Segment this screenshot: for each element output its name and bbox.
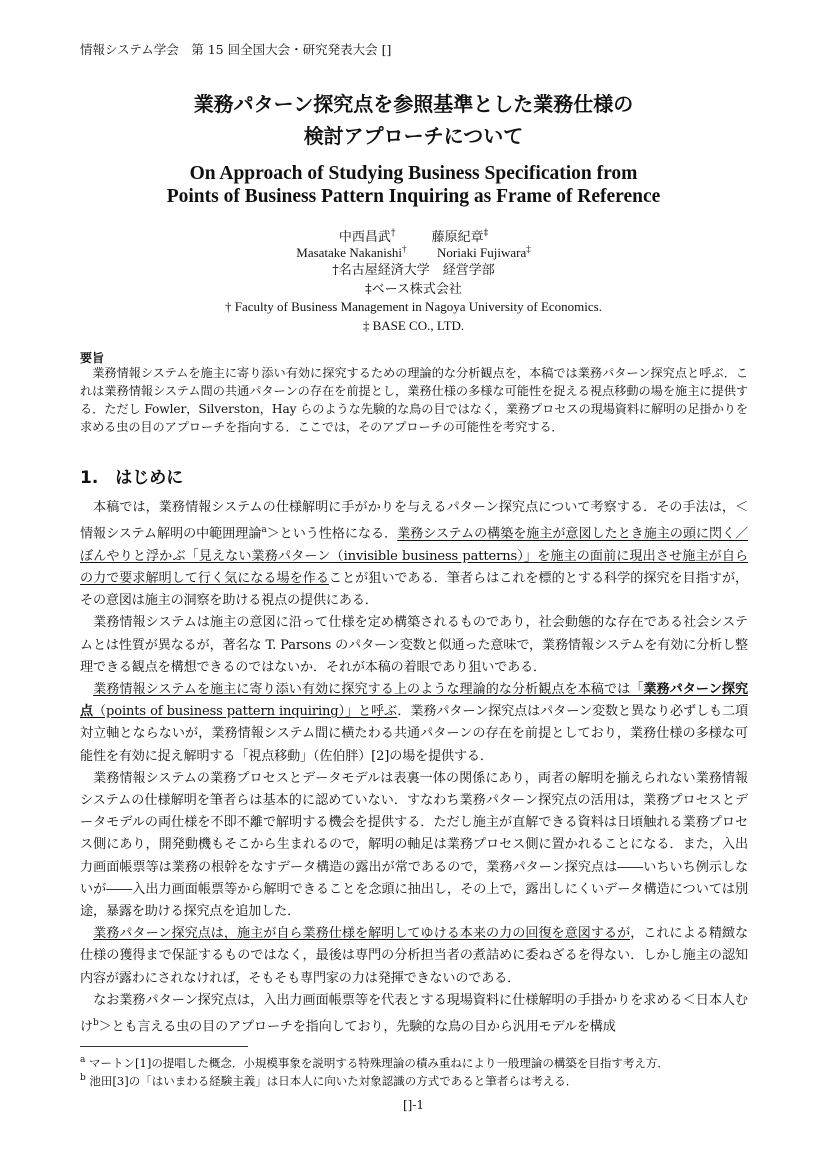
affiliation2-en: ‡ BASE CO., LTD. (362, 318, 465, 333)
affiliation1-ja: †名古屋経済大学 経営学部 (332, 263, 495, 278)
affiliation2-ja: ‡ベース株式会社 (365, 282, 462, 297)
affiliation1-en: † Faculty of Business Management in Nagoya University of Economics. (225, 299, 602, 314)
title-en-line1: On Approach of Studying Business Specification from (189, 163, 638, 184)
section-body (80, 497, 748, 1039)
paragraph: 業務情報システムは施主の意図に沿って仕様を定め構築されるものであり，社会動態的な存在である社会システムとは性質が異なるが，著名な T. Parsons のパターン変数と似通った意味で，業務情報システムを有効に分析し整理できる観点を構想できるのではないか．それが本稿の着眼であり狙いである． (80, 615, 748, 675)
authors-ja (0, 226, 827, 245)
title-en-line2: Points of Business Pattern Inquiring as Frame of Reference (166, 186, 661, 207)
title-ja-line2: 検討アプローチについて (303, 124, 524, 148)
abstract-text: 業務情報システムを施主に寄り添い有効に探究するための理論的な分析観点を，本稿では業務パターン探究点と呼ぶ．これは業務情報システム間の共通パターンの存在を前提とし，業務仕様の多様な可能性を捉える視点移動の場を施主に提供する．ただし Fowler，Silverston，Hay らのような先験的な鳥の目ではなく，業務プロセスの現場資料に解明の足掛かりを求める虫の目のアプローチを指向する．ここでは，そのアプローチの可能性を考究する． (80, 366, 748, 434)
section-heading: 1. はじめに (80, 468, 184, 488)
author1-en: Masatake Nakanishi† (296, 244, 407, 261)
footnote-divider (80, 1046, 248, 1047)
paragraph: 業務情報システムの業務プロセスとデータモデルは表裏一体の関係にあり，両者の解明を揃えられない業務情報システムの仕様解明を筆者らは基本的に認めていない．すなわち業務パターン探究点の活用は，業務プロセスとデータモデルの両仕様を不即不離で解明する機会を提供する．ただし施主が直解できる資料は日頃触れる業務プロセス側にあり，開発動機もそこから生まれるので，解明の軸足は業務プロセス側に置かれることになる．また，入出力画面帳票等は業務の根幹をなすデータ構造の露出が常であるので，業務パターン探究点は――いちいち例示しないが――入出力画面帳票等から解明できることを念頭に抽出し，その上で，露出しにくいデータ構造については別途，暴露を助ける探究点を追加した． (80, 770, 748, 920)
paragraph: なお業務パターン探究点は，入出力画面帳票等を代表とする現場資料に仕様解明の手掛かりを求める＜日本人むけ$^b$＞とも言える虫の目のアプローチを指向しており，先験的な鳥の目から汎用モデルを構成 (80, 992, 748, 1035)
abstract-heading: 要旨 (80, 351, 105, 365)
running-header: 情報システム学会 第 15 回全国大会・研究発表大会 [] (80, 42, 392, 57)
author2-en: Noriaki Fujiwara‡ (437, 244, 531, 261)
page-number: []-1 (402, 1098, 425, 1112)
footnote-b: $^b$ 池田[3]の「はいまわる経験主義」は日本人に向いた対象認識の方式であると筆者らは考える． (80, 1073, 578, 1088)
paragraph: 本稿では，業務情報システムの仕様解明に手がかりを与えるパターン探究点について考察する．その手法は，＜情報システム解明の中範囲理論$^a$＞という性格になる．業務システムの構築を施主が意図したとき施主の頭に閃く／ぼんやりと浮かぶ「見えない業務パターン（invisible business patterns）」を施主の面前に現出させ施主が自らの力で要求解明して行く気になる場を作ることが狙いである．筆者らはこれを標的とする科学的探究を目指すが，その意図は施主の洞察を助ける視点の提供にある． (80, 500, 749, 609)
paragraph: 業務情報システムを施主に寄り添い有効に探究する上のような理論的な分析観点を本稿では「業務パターン探究点（points of business pattern inquiring）」と呼ぶ．業務パターン探究点はパターン変数と異なり必ずしも二項対立軸とならないが，業務情報システム間に横たわる共通パターンの存在を前提としており，業務仕様の多様な可能性を有効に捉え解明する「視点移動」（佐伯胖）[2]の場を提供する． (80, 681, 748, 764)
footnote-a: $^a$ マートン[1]の提唱した概念．小規模事象を説明する特殊理論の積み重ねにより一般理論の構築を目指す考え方． (80, 1055, 669, 1070)
title-ja-line1: 業務パターン探究点を参照基準とした業務仕様の (193, 92, 634, 116)
author1-ja: 中西昌武† (338, 228, 396, 245)
key-term: 業務パターン探究点 (80, 681, 748, 720)
paragraph: 業務パターン探究点は，施主が自ら業務仕様を解明してゆける本来の力の回復を意図するが，これによる精緻な仕様の獲得まで保証するものではなく，最後は専門の分析担当者の煮詰めに委ねざるを得ない．しかし施主の認知内容が露わにされなければ，そもそも専門家の力は発揮できないのである． (80, 926, 748, 986)
author2-ja: 藤原紀章‡ (431, 228, 489, 245)
